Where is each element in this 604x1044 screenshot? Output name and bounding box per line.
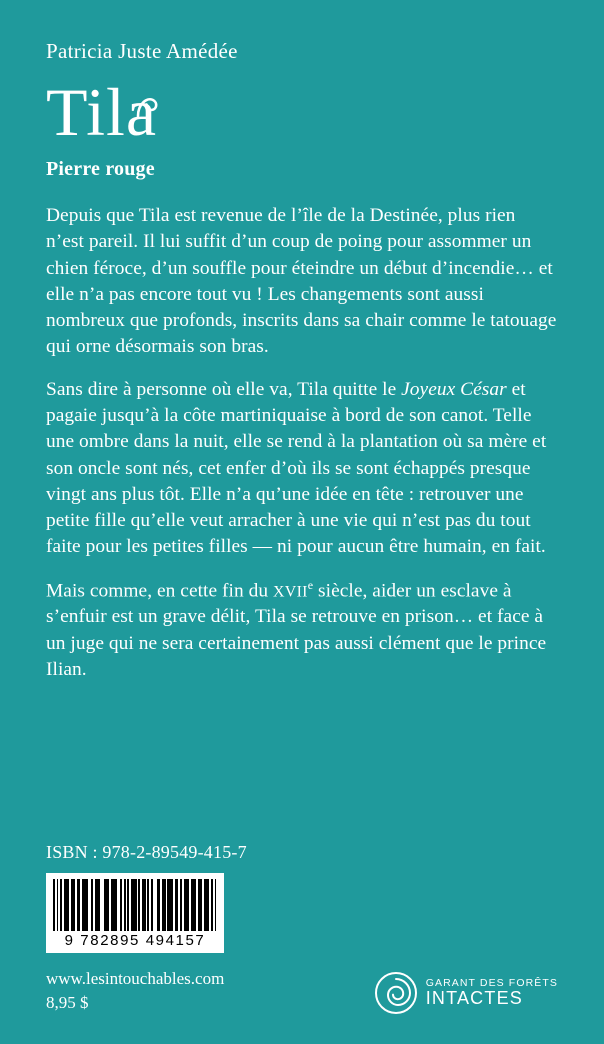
barcode-digits: 9 782895 494157 [64, 931, 206, 949]
barcode-bars [53, 879, 217, 931]
author-name: Patricia Juste Amédée [46, 39, 238, 63]
publisher-website: www.lesintouchables.com [46, 968, 225, 988]
barcode [46, 873, 224, 953]
logo-bottom-line: INTACTES [425, 988, 523, 1009]
title-swirl-icon [135, 94, 161, 120]
blurb-paragraph: Depuis que Tila est revenue de l’île de la Destinée, plus rien n’est pareil. Il lui suffit d’un coup de poing pour assommer un chien féroce, d’un souffle pour éteindre un début d’incendie… et elle n’a pas encore tout vu ! Les changements sont aussi nombreux que profonds, inscrits dans sa chair comme le tatouage qui orne désormais son bras. [46, 205, 557, 358]
cover-footer [46, 842, 558, 1016]
forest-certification-logo [375, 972, 558, 1016]
footer-bottom-row [46, 967, 558, 1016]
blurb-paragraph: Mais comme, en cette fin du XVIIe siècle, aider un esclave à s’enfuir est un grave délit, Tila se retrouve en prison… et face à un juge qui ne sera certainement pas aussi clément que le prince Ilian. [46, 577, 547, 680]
publisher-info [46, 967, 224, 1016]
blurb [46, 203, 558, 683]
book-subtitle: Pierre rouge [46, 158, 155, 180]
book-title [46, 74, 158, 150]
isbn-label: ISBN : 978-2-89549-415-7 [46, 841, 247, 862]
price-label: 8,95 $ [46, 993, 89, 1013]
spiral-forest-icon [375, 972, 417, 1014]
book-title-text: Tila [46, 74, 158, 150]
logo-top-line: GARANT DES FORÊTS [425, 977, 558, 990]
blurb-paragraph: Sans dire à personne où elle va, Tila quitte le Joyeux César et pagaie jusqu’à la côte martiniquaise à bord de son canot. Telle une ombre dans la nuit, elle se rend à la plantation où sa mère et son oncle sont nés, cet enfer d’où ils se sont échappés presque vingt ans plus tôt. Elle n’a qu’une idée en tête : retrouver une petite fille qu’elle veut arracher à une vie qui n’est pas du tout faite pour les petites filles — ni pour aucun être humain, en fait. [46, 378, 547, 558]
logo-text [426, 978, 558, 1008]
